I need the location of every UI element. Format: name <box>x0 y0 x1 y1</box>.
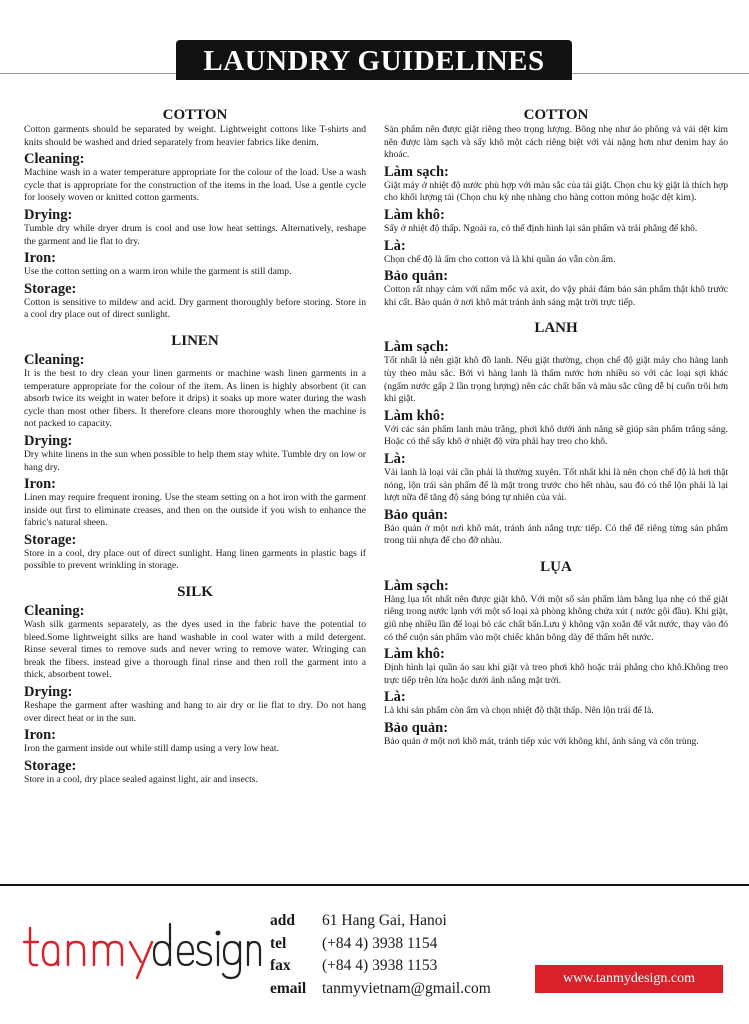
paragraph: Store in a cool, dry place sealed against light, air and insects. <box>24 773 258 785</box>
heading-storage: Bảo quản: <box>384 720 449 737</box>
heading-storage: Storage: <box>24 280 77 297</box>
paragraph: Hàng lụa tốt nhất nên được giặt khô. Với một số sản phẩm làm bằng lụa nhẹ có thể giặt riêng trong nước lạnh với một số loại xà phòng không chứa xút ( nước gội đầu). Khi giặt, giũ nhẹ nhiều lần để loại bỏ các chất bẩn.Lưu ý không vặn xoắn để vắt nước, thay vào đó có thể cuộn sản phẩm vào một chiếc khăn bông dày để thấm hết nước. <box>384 593 728 643</box>
paragraph: Cotton is sensitive to mildew and acid. Dry garment thoroughly before storing. Store in a cool dry place out of direct sunlight. <box>24 296 366 321</box>
heading-iron: Iron: <box>24 727 56 744</box>
title-banner <box>176 40 572 80</box>
paragraph: Reshape the garment after washing and hang to air dry or lie flat to dry. Do not hang over direct heat or in the sun. <box>24 700 366 724</box>
page-title: LAUNDRY GUIDELINES <box>203 45 545 77</box>
paragraph: It is the best to dry clean your linen garments or machine wash linen garments in a temperature appropriate for the colour of the item. As linen is highly absorbent (it can absorb twice its weight in water before it drips) it soaks up more water during the wash cycle than most other fibers. It therefore cleans more thoroughly when the machine is not packed to capacity. <box>24 367 366 430</box>
paragraph: Linen may require frequent ironing. Use the steam setting on a hot iron with the garment inside out first to eliminate creases, and then on the outside if you wish to enhance the fabric's natural sheen. <box>24 492 366 529</box>
vietnamese-column <box>384 102 728 750</box>
heading-storage: Storage: <box>24 531 77 548</box>
paragraph: Wash silk garments separately, as the dyes used in the fabric have the potential to bleed.Some lightweight silks are hand washable in cool water with a mild detergent. Rinse several times to remove suds and never wring to remove water. Wringing can break the fibers. instead give a thorough final rinse and then roll the garment into a thick, absorbent towel. <box>24 619 366 681</box>
section-cotton-en <box>24 106 366 322</box>
heading-storage: Storage: <box>24 757 77 774</box>
contact-value: (+84 4) 3938 1153 <box>322 957 438 974</box>
heading-cleaning: Làm sạch: <box>384 577 449 594</box>
paragraph: Chọn chế độ là ấm cho cotton và là khi quần áo vẫn còn ẩm. <box>384 253 616 265</box>
heading-drying: Làm khô: <box>384 646 445 663</box>
paragraph: Sấy ở nhiệt độ thấp. Ngoài ra, có thể định hình lại sản phẩm và trải phẳng để khô. <box>384 222 698 234</box>
contact-key: tel <box>270 934 287 952</box>
heading-iron: Là: <box>384 689 406 706</box>
contact-row-tel <box>270 933 491 956</box>
heading-iron: Là: <box>384 237 406 254</box>
contact-value: (+84 4) 3938 1154 <box>322 934 438 952</box>
english-column <box>24 102 366 787</box>
paragraph: Machine wash in a water temperature appropriate for the colour of the load. Use a wash cycle that is appropriate for the construction of the items in the load. Use a gentle cycle for loosely woven or knitted cotton garments. <box>24 167 366 204</box>
contact-key: fax <box>270 957 291 974</box>
contact-key: email <box>270 979 307 997</box>
paragraph: Giặt máy ở nhiệt độ nước phù hợp với màu sắc của tải giặt. Chọn chu kỳ giặt là thích hợp cho khối lượng tải (Chọn chu kỳ nhẹ nhàng cho hàng cotton mỏng hoặc dệt kim). <box>384 179 728 204</box>
heading-iron: Iron: <box>24 476 56 493</box>
contact-row-fax <box>270 955 491 978</box>
section-silk-en <box>24 583 366 786</box>
heading-storage: Bảo quản: <box>384 268 449 285</box>
paragraph: Iron the garment inside out while still damp using a very low heat. <box>24 743 279 755</box>
heading-drying: Làm khô: <box>384 206 445 223</box>
heading-cleaning: Làm sạch: <box>384 339 449 356</box>
contact-value: 61 Hang Gai, Hanoi <box>322 912 447 929</box>
section-title: SILK <box>177 584 213 601</box>
paragraph: Vải lanh là loại vải cần phải là thường xuyên. Tốt nhất khi là nên chọn chế độ là hơi thật nóng, lộn trái sản phẩm để là mặt trong trước cho hết nhàu, sau đó có thể lộn phải là lại lượt nữa để tăng độ sáng bóng tự nhiên của vải. <box>384 466 728 504</box>
heading-drying: Drying: <box>24 206 73 223</box>
heading-iron: Là: <box>384 450 406 467</box>
paragraph: Với các sản phẩm lanh màu trắng, phơi khô dưới ánh nắng sẽ giúp sản phẩm trắng sáng. Hoặc có thể sấy khô ở nhiệt độ vừa phải hay treo cho khô. <box>384 423 728 448</box>
website-badge: www.tanmydesign.com <box>535 965 723 993</box>
contact-key: add <box>270 912 295 929</box>
section-title: LINEN <box>171 332 219 349</box>
paragraph: Cotton rất nhạy cảm với nấm mốc và axit, do vậy phải đảm bảo sản phẩm thật khô trước khi cất. Bảo quản ở nơi khô mát tránh ánh sáng mặt trời trực tiếp. <box>384 284 728 308</box>
paragraph: Dry white linens in the sun when possible to help them stay white. Tumble dry on low or hang dry. <box>24 448 366 473</box>
section-linen-en <box>24 332 366 573</box>
contact-row-email <box>270 978 491 1001</box>
heading-drying: Làm khô: <box>384 407 445 424</box>
paragraph: Tốt nhất là nên giặt khô đồ lanh. Nếu giặt thường, chọn chế độ giặt máy cho hàng lanh tùy theo màu sắc. Bởi vì hàng lanh là thấm nước hơn nhiều so với các loại sợi khác (ngấm nước gấp 2 lần trọng lượng) nên các chất bẩn và màu sắc cũng dễ bị cuốn trôi hơn khi giặt. <box>384 355 728 405</box>
paragraph: Bảo quản ở một nơi khô mát, tránh tiếp xúc với không khí, ánh sáng và côn trùng. <box>384 736 699 748</box>
contact-row-address <box>270 910 491 933</box>
heading-drying: Drying: <box>24 684 73 701</box>
paragraph: Bảo quản ở một nơi khô mát, tránh ánh nắng trực tiếp. Có thể để riêng từng sản phẩm trong túi nhựa để cho đỡ nhàu. <box>384 522 728 547</box>
heading-cleaning: Cleaning: <box>24 151 85 168</box>
paragraph: Use the cotton setting on a warm iron while the garment is still damp. <box>24 266 292 278</box>
section-linen-vi <box>384 319 728 548</box>
section-title: COTTON <box>162 107 228 123</box>
paragraph: Sản phẩm nên được giặt riêng theo trọng lượng. Bông nhẹ như áo phông và vải dệt kim nên được làm sạch và sấy khô một cách riêng biệt với vải nặng hơn như denim hay áo khoác. <box>384 124 728 161</box>
section-cotton-vi <box>384 106 728 309</box>
heading-storage: Bảo quản: <box>384 506 449 523</box>
tanmy-logo <box>22 920 262 980</box>
paragraph: Cotton garments should be separated by weight. Lightweight cottons like T-shirts and knits should be washed and dried separately from heavier fabrics like denim. <box>24 124 366 148</box>
section-silk-vi <box>384 558 728 749</box>
heading-drying: Drying: <box>24 432 73 449</box>
paragraph: Store in a cool, dry place out of direct sunlight. Hang linen garments in plastic bags if possible to prevent wrinkling in storage. <box>24 547 366 572</box>
paragraph: Tumble dry while dryer drum is cool and use low heat settings. Alternatively, reshape the garment and lie flat to dry. <box>24 222 366 247</box>
section-title: LANH <box>534 320 578 337</box>
heading-cleaning: Cleaning: <box>24 351 85 368</box>
contact-block <box>270 910 491 1000</box>
heading-cleaning: Cleaning: <box>24 603 85 620</box>
heading-iron: Iron: <box>24 250 56 267</box>
section-title: LỤA <box>540 558 572 575</box>
paragraph: Định hình lại quần áo sau khi giặt và treo phơi khô hoặc trải phẳng cho khô.Không treo trực tiếp trên lửa hoặc dưới ánh nắng mặt trời. <box>384 662 728 686</box>
section-title: COTTON <box>523 107 589 123</box>
paragraph: Là khi sản phẩm còn ẩm và chọn nhiệt độ thật thấp. Nên lộn trái để là. <box>384 705 654 717</box>
heading-cleaning: Làm sạch: <box>384 163 449 180</box>
footer-rule <box>0 884 749 886</box>
contact-value: tanmyvietnam@gmail.com <box>322 979 491 997</box>
